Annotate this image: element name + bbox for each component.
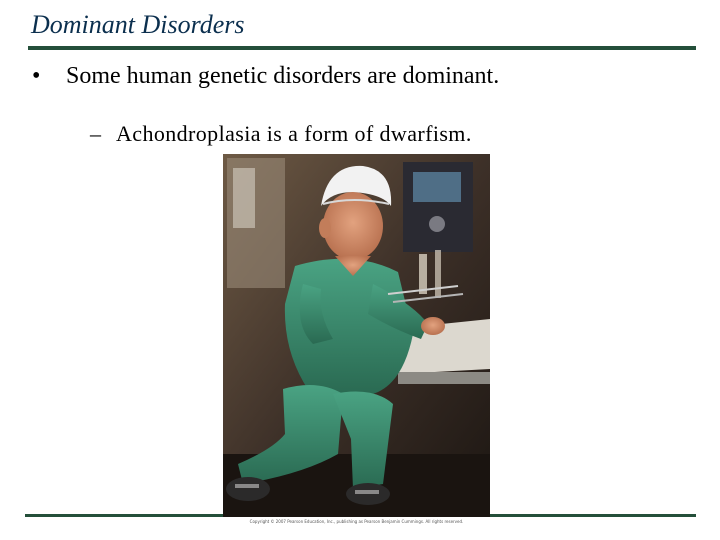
sub-bullet-text: Achondroplasia is a form of dwarfism.: [116, 121, 472, 146]
bullet-marker: •: [32, 63, 41, 89]
footer-divider-right: [490, 514, 696, 517]
bullet-level-2: [90, 121, 472, 147]
bullet-text: Some human genetic disorders are dominant.: [66, 63, 500, 89]
bullet-level-1: [32, 63, 499, 90]
title-divider: [28, 46, 696, 50]
surgeon-photo: [223, 154, 490, 517]
photo-figure: [223, 154, 490, 529]
footer-divider-left: [25, 514, 223, 517]
slide-title: Dominant Disorders: [31, 10, 245, 39]
sub-bullet-marker: –: [90, 121, 102, 146]
photo-credit: Copyright © 2007 Pearson Education, Inc., publishing as Pearson Benjamin Cummings. All rights reserved.: [249, 519, 464, 524]
